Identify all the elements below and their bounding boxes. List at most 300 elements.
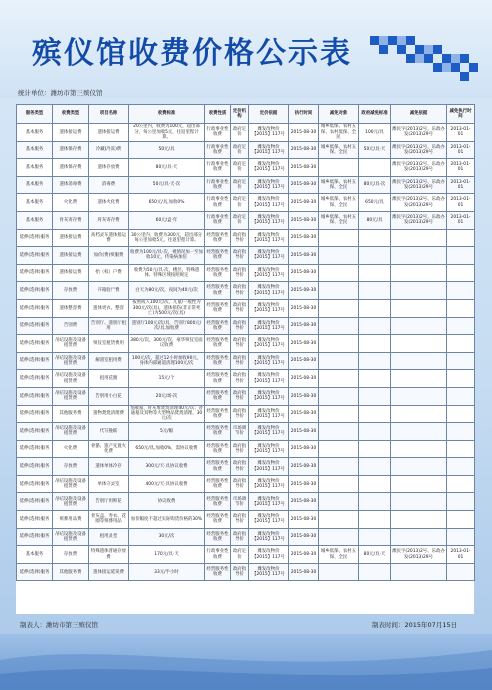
table-cell	[447, 475, 475, 493]
table-cell: 50元/具·天·次	[129, 176, 205, 194]
table-cell: 潍发改物价【2015】117号	[249, 475, 289, 493]
table-cell: 延伸(选择)服务	[17, 282, 53, 300]
table-row	[17, 458, 475, 476]
table-cell	[319, 493, 359, 511]
table-cell: 潍民字(2013)2号、乐政办发(2013)29号	[391, 159, 447, 177]
table-cell: 潍发改物价【2015】117号	[249, 299, 289, 317]
table-cell: 潍发改物价【2015】117号	[249, 194, 289, 212]
table-cell: 行政事业性收费	[205, 194, 231, 212]
table-cell: 火化费	[53, 194, 89, 212]
table-cell: 50元/具·天	[359, 141, 391, 159]
table-row	[17, 387, 475, 405]
column-header: 减免依据	[391, 105, 447, 124]
table-cell: 政府指导价	[231, 335, 249, 353]
table-cell: 遗体保存费	[53, 159, 89, 177]
table-cell	[447, 458, 475, 476]
table-cell	[447, 352, 475, 370]
table-cell: 潍发改物价【2015】117号	[249, 124, 289, 142]
table-cell: 政府定价	[231, 141, 249, 159]
table-cell: 延伸(选择)服务	[17, 475, 53, 493]
table-cell: 潍发改物价【2015】117号	[249, 141, 289, 159]
table-cell: 经营服务性收费	[205, 493, 231, 511]
table-cell: 政府定价	[231, 211, 249, 229]
table-cell: 2015-08-30	[289, 194, 319, 212]
table-cell: 潍发改物价【2015】117号	[249, 511, 289, 529]
table-cell: 潍民字(2013)2号、乐政办发(2013)29号	[391, 141, 447, 159]
table-cell: 延伸(选择)服务	[17, 317, 53, 335]
table-cell: 遗体接运费	[53, 247, 89, 265]
table-cell: 50元/具	[129, 141, 205, 159]
table-cell: 延伸(选择)服务	[17, 528, 53, 546]
table-cell: 2015-08-30	[289, 159, 319, 177]
table-cell: 骨灰寄存费	[53, 211, 89, 229]
table-cell	[319, 317, 359, 335]
table-cell: 政府指导价	[231, 475, 249, 493]
column-header: 减免执行时间	[447, 105, 475, 124]
table-row	[17, 440, 475, 458]
table-cell	[359, 475, 391, 493]
table-cell: 经营服务性收费	[205, 247, 231, 265]
table-cell: 潍发改物价【2015】117号	[249, 528, 289, 546]
table-cell	[391, 511, 447, 529]
table-cell: 经营服务性收费	[205, 440, 231, 458]
table-cell: 骨灰盒、寿衣、花圈等殡葬用品	[89, 511, 129, 529]
table-cell: 基本服务	[17, 194, 53, 212]
table-cell	[359, 282, 391, 300]
table-maker: 制表人：潍坊市第三殡仪馆	[20, 621, 98, 629]
table-cell	[447, 247, 475, 265]
table-cell	[319, 405, 359, 423]
table-cell: 经营服务性收费	[205, 370, 231, 388]
table-cell: 经营服务性收费	[205, 528, 231, 546]
table-cell: 吊唁设施及设备租赁费	[53, 493, 89, 511]
table-cell: 基本服务	[17, 176, 53, 194]
table-cell	[359, 264, 391, 282]
table-cell: 650元/具	[359, 194, 391, 212]
table-cell: 延伸(选择)服务	[17, 247, 53, 265]
table-cell: 基本服务	[17, 211, 53, 229]
column-header: 定价依据	[249, 105, 289, 124]
table-cell: 经营服务性收费	[205, 229, 231, 247]
table-row	[17, 352, 475, 370]
table-cell: 2013-01-01	[447, 124, 475, 142]
table-cell	[447, 264, 475, 282]
table-cell: 经营服务性收费	[205, 317, 231, 335]
table-cell	[391, 563, 447, 581]
table-cell: 80元/具·天	[129, 159, 205, 177]
table-cell: 潍民字(2013)2号、乐政办发(2013)29号	[391, 546, 447, 564]
table-cell: 吊唁设施及设备租赁费	[53, 475, 89, 493]
table-cell: 170元/具·天	[129, 546, 205, 564]
table-cell: 遗体单体冷存	[89, 458, 129, 476]
table-cell	[359, 511, 391, 529]
table-cell	[447, 405, 475, 423]
table-cell: 政府指导价	[231, 282, 249, 300]
table-cell	[391, 458, 447, 476]
table-cell: 潍发改物价【2015】117号	[249, 247, 289, 265]
table-cell: 延伸(选择)服务	[17, 511, 53, 529]
table-row	[17, 264, 475, 282]
table-cell: 经营服务性收费	[205, 458, 231, 476]
column-header: 政府减免标准	[359, 105, 391, 124]
table-cell: 解剖室租用费	[89, 352, 129, 370]
table-cell: 骨骼、遗产先置火化费	[89, 440, 129, 458]
table-cell	[391, 299, 447, 317]
table-cell	[447, 563, 475, 581]
table-cell: 基本服务	[17, 124, 53, 142]
table-cell: 100元/具	[359, 124, 391, 142]
column-header: 减免对象	[319, 105, 359, 124]
table-cell	[447, 229, 475, 247]
table-cell	[391, 247, 447, 265]
column-header: 项目名称	[89, 105, 129, 124]
table-cell: 400元/天·具协议收费	[129, 475, 205, 493]
table-cell: 5元/幅	[129, 423, 205, 441]
table-cell: 潍发改物价【2015】117号	[249, 405, 289, 423]
table-cell: 加价(费)殡服费	[89, 247, 129, 265]
table-cell	[447, 528, 475, 546]
table-cell	[319, 528, 359, 546]
table-cell: 2013-01-01	[447, 194, 475, 212]
table-cell: 60元/盒·年	[129, 211, 205, 229]
table-cell: 2015-08-30	[289, 511, 319, 529]
table-cell: 2015-08-30	[289, 176, 319, 194]
table-cell: 2013-01-01	[447, 141, 475, 159]
table-cell: 30元/次	[129, 528, 205, 546]
table-cell	[359, 299, 391, 317]
table-cell: 抬（权）户费	[89, 264, 129, 282]
table-cell: 政府指导价	[231, 247, 249, 265]
table-cell: 2015-08-30	[289, 247, 319, 265]
table-cell: 延伸(选择)服务	[17, 387, 53, 405]
table-cell: 政府指导价	[231, 563, 249, 581]
table-cell	[359, 440, 391, 458]
table-cell: 行政事业性收费	[205, 159, 231, 177]
table-cell: 潍发改物价【2015】117号	[249, 264, 289, 282]
table-row	[17, 124, 475, 142]
table-row	[17, 176, 475, 194]
table-cell: 经营服务性收费	[205, 264, 231, 282]
column-header: 收费类型	[53, 105, 89, 124]
table-cell: 行政事业性收费	[205, 124, 231, 142]
table-cell	[359, 370, 391, 388]
table-cell: 2015-08-30	[289, 493, 319, 511]
table-cell	[447, 511, 475, 529]
table-cell: 遗体保存费	[53, 141, 89, 159]
table-cell: 告别费	[53, 317, 89, 335]
table-date: 制表时间：2015年07月15日	[372, 621, 458, 629]
table-cell: 潍发改物价【2015】117号	[249, 423, 289, 441]
price-table	[16, 104, 475, 581]
table-cell: 遗体接运费	[89, 124, 129, 142]
table-cell: 经营服务性收费	[205, 387, 231, 405]
table-cell	[359, 352, 391, 370]
table-cell: 80元/具	[359, 211, 391, 229]
table-cell: 收费为50元/具·次，楼层、特殊遗体、特殊区域按照规定	[129, 264, 205, 282]
table-cell: 政府定价	[231, 194, 249, 212]
table-row	[17, 159, 475, 177]
table-cell: 650元/具,加收0%	[129, 194, 205, 212]
table-cell: 2015-08-30	[289, 317, 319, 335]
table-cell: 殡仪室租赁费用	[89, 335, 129, 353]
checker-decoration	[370, 30, 480, 85]
table-cell	[391, 264, 447, 282]
table-cell	[391, 282, 447, 300]
table-cell	[391, 493, 447, 511]
table-header-row	[17, 105, 475, 124]
table-row	[17, 299, 475, 317]
table-cell: 吊唁设施及设备租赁费	[53, 335, 89, 353]
table-row	[17, 211, 475, 229]
table-row	[17, 282, 475, 300]
table-cell: 潍发改物价【2015】117号	[249, 335, 289, 353]
table-cell: 潍发改物价【2015】117号	[249, 317, 289, 335]
table-row	[17, 141, 475, 159]
table-cell: 延伸(选择)服务	[17, 299, 53, 317]
table-row	[17, 546, 475, 564]
table-cell	[319, 370, 359, 388]
table-cell: 政府指导价	[231, 387, 249, 405]
table-cell: 2015-08-30	[289, 546, 319, 564]
table-cell: 收费为100元/具·次，视情况加一至加收10元，传染病加倍	[129, 247, 205, 265]
table-cell: 告别厅、遗别厅租用	[89, 317, 129, 335]
table-cell: 经营服务性收费	[205, 282, 231, 300]
table-cell: 延伸(选择)服务	[17, 563, 53, 581]
table-cell: 政府指导价	[231, 440, 249, 458]
table-cell: 加价幅度不超过实际购货价格的30%	[129, 511, 205, 529]
table-cell: 遗体消毒费	[53, 176, 89, 194]
table-cell: 2015-08-30	[289, 141, 319, 159]
table-row	[17, 317, 475, 335]
table-cell	[391, 440, 447, 458]
table-cell: 遗体存放费	[89, 159, 129, 177]
table-cell: 2015-08-30	[289, 475, 319, 493]
table-cell: 其他服务费	[53, 563, 89, 581]
table-cell: 代写挽联	[89, 423, 129, 441]
table-cell: 2015-08-30	[289, 563, 319, 581]
table-cell: 2013-01-01	[447, 546, 475, 564]
table-cell: 火化费	[53, 440, 89, 458]
table-cell	[359, 387, 391, 405]
column-header: 定价机构	[231, 105, 249, 124]
table-row	[17, 247, 475, 265]
table-cell: 政府定价	[231, 176, 249, 194]
table-cell: 2015-08-30	[289, 299, 319, 317]
table-cell: 2013-01-01	[447, 211, 475, 229]
table-cell: 延伸(选择)服务	[17, 352, 53, 370]
table-cell: 市场调节价	[231, 493, 249, 511]
table-cell	[359, 335, 391, 353]
table-cell: 经营服务性收费	[205, 511, 231, 529]
table-cell	[391, 229, 447, 247]
table-cell: 基本服务	[17, 141, 53, 159]
table-cell: 延伸(选择)服务	[17, 370, 53, 388]
table-cell	[447, 440, 475, 458]
table-cell: 延伸(选择)服务	[17, 423, 53, 441]
table-cell: 延伸(选择)服务	[17, 405, 53, 423]
table-cell: 100元/次，超过12小时加收90元，身体内部通道清理100元/次	[129, 352, 205, 370]
table-cell	[447, 335, 475, 353]
table-cell: 政府定价	[231, 124, 249, 142]
table-cell: 潍发改物价【2015】117号	[249, 159, 289, 177]
table-cell: 经营服务性收费	[205, 352, 231, 370]
table-cell: 按照成人100元/次、儿童/一般性为300元/次(具)，遗体损伤(非正常死亡)为500元/次(具)	[129, 299, 205, 317]
table-cell	[391, 335, 447, 353]
table-cell: 经营服务性收费	[205, 423, 231, 441]
table-cell: 协议收费	[129, 493, 205, 511]
table-cell: 潍发改物价【2015】117号	[249, 563, 289, 581]
table-cell: 政府指导价	[231, 458, 249, 476]
table-cell	[319, 282, 359, 300]
table-cell	[391, 370, 447, 388]
table-cell: 潍发改物价【2015】117号	[249, 229, 289, 247]
table-cell: 吊唁设施及设备租赁费	[53, 528, 89, 546]
table-cell: 潍发改物价【2015】117号	[249, 493, 289, 511]
table-cell: 潍民字(2013)2号、乐政办发(2013)29号	[391, 124, 447, 142]
table-cell: 经营服务性收费	[205, 563, 231, 581]
table-cell: 经营服务性收费	[205, 299, 231, 317]
table-row	[17, 229, 475, 247]
table-cell: 2015-08-30	[289, 264, 319, 282]
table-cell: 城乡低保、农村五保、农村低保、全民	[319, 124, 359, 142]
table-cell: 城乡低保、农村五保、全民	[319, 546, 359, 564]
table-cell: 延伸(选择)服务	[17, 264, 53, 282]
table-cell	[319, 335, 359, 353]
table-cell	[319, 159, 359, 177]
table-cell: 延伸(选择)服务	[17, 229, 53, 247]
table-cell: 2013-01-01	[447, 176, 475, 194]
table-cell: 潍发改物价【2015】117号	[249, 352, 289, 370]
table-cell: 消毒费	[89, 176, 129, 194]
table-cell	[447, 493, 475, 511]
table-cell: 遗体更衣、整容	[89, 299, 129, 317]
table-cell: 2015-08-30	[289, 124, 319, 142]
table-cell: 2015-08-30	[289, 282, 319, 300]
table-cell: 潍发改物价【2015】117号	[249, 387, 289, 405]
table-cell: 经营服务性收费	[205, 335, 231, 353]
table-cell	[391, 387, 447, 405]
table-cell: 单体守灵室	[89, 475, 129, 493]
table-row	[17, 475, 475, 493]
table-cell: 延伸(选择)服务	[17, 458, 53, 476]
table-cell: 告别用小白花	[89, 387, 129, 405]
table-cell: 2015-08-30	[289, 387, 319, 405]
table-cell: 2015-08-30	[289, 352, 319, 370]
table-cell: 告别厅用鲜花	[89, 493, 129, 511]
table-cell: 其他服务费	[53, 405, 89, 423]
table-cell	[319, 229, 359, 247]
table-cell: 吊唁设施及设备租赁费	[53, 370, 89, 388]
table-cell: 2015-08-30	[289, 335, 319, 353]
table-cell: 经营服务性收费	[205, 475, 231, 493]
table-cell: 政府指导价	[231, 370, 249, 388]
table-cell: 延伸(选择)服务	[17, 335, 53, 353]
table-cell: 遗体接运费	[53, 229, 89, 247]
table-cell: 遗体火化费	[89, 194, 129, 212]
table-cell: 650元/具,加收0%，需协议收费	[129, 440, 205, 458]
table-cell: 政府指导价	[231, 511, 249, 529]
table-cell: 潍发改物价【2015】117号	[249, 370, 289, 388]
table-cell: 延伸(选择)服务	[17, 440, 53, 458]
statistic-unit: 统计单位：潍坊市第三殡仪馆	[18, 89, 103, 97]
table-cell: 遗物焚烧清理费	[89, 405, 129, 423]
table-cell	[391, 405, 447, 423]
table-cell: 2015-08-30	[289, 528, 319, 546]
table-cell	[319, 352, 359, 370]
table-cell: 遗别厅100元/次/具，告别厅800元/次/具,加收费	[129, 317, 205, 335]
table-cell: 2015-08-30	[289, 229, 319, 247]
table-cell: 骨灰寄存费	[89, 211, 129, 229]
table-cell: 政府指导价	[231, 299, 249, 317]
table-cell: 2015-08-30	[289, 405, 319, 423]
table-cell	[319, 458, 359, 476]
table-cell: 15元/个	[129, 370, 205, 388]
table-cell	[359, 247, 391, 265]
table-cell: 租用灵堂	[89, 528, 129, 546]
table-cell: 潍发改物价【2015】117号	[249, 176, 289, 194]
table-cell: 380元/次，300元/次，豪华殡仪室面议收费	[129, 335, 205, 353]
table-cell: 2015-08-30	[289, 458, 319, 476]
table-cell	[359, 317, 391, 335]
table-cell: 潍发改物价【2015】117号	[249, 440, 289, 458]
table-cell: 吊唁设施及设备租赁费	[53, 352, 89, 370]
table-row	[17, 493, 475, 511]
table-cell: 吊唁设施及设备租赁费	[53, 387, 89, 405]
table-cell	[319, 247, 359, 265]
table-cell: 行政事业性收费	[205, 141, 231, 159]
table-cell: 延伸(选择)服务	[17, 493, 53, 511]
table-cell: 遗体接运费	[53, 124, 89, 142]
table-cell: 遗体接运费	[53, 264, 89, 282]
table-cell: 租用花圈	[89, 370, 129, 388]
table-cell: 政府指导价	[231, 405, 249, 423]
table-cell: 遗体接运延误费	[89, 563, 129, 581]
table-cell	[319, 475, 359, 493]
table-row	[17, 370, 475, 388]
table-row	[17, 511, 475, 529]
table-cell: 33元/半小时	[129, 563, 205, 581]
table-cell: 潍发改物价【2015】117号	[249, 458, 289, 476]
table-cell: 30公里内，收费为300元，超出部分每公里加收5元，往返里程计算。	[129, 229, 205, 247]
column-header: 收费性质	[205, 105, 231, 124]
table-cell: 冷藏(冷冻)费	[89, 141, 129, 159]
table-cell	[359, 423, 391, 441]
table-cell: 基本服务	[17, 546, 53, 564]
table-cell: 2015-08-30	[289, 370, 319, 388]
table-cell: 潍民字(2013)2号、乐政办发(2013)29号	[391, 194, 447, 212]
table-cell	[447, 370, 475, 388]
table-cell: 80元/具·次	[359, 176, 391, 194]
table-cell	[319, 511, 359, 529]
table-cell	[359, 159, 391, 177]
table-cell	[319, 440, 359, 458]
table-row	[17, 563, 475, 581]
table-cell	[391, 423, 447, 441]
column-header: 执行时间	[289, 105, 319, 124]
table-cell: 2015-08-30	[289, 423, 319, 441]
table-cell	[319, 299, 359, 317]
table-cell: 政府指导价	[231, 352, 249, 370]
table-cell	[319, 387, 359, 405]
table-cell	[319, 423, 359, 441]
table-cell: 政府指导价	[231, 528, 249, 546]
table-cell: 殡葬用品费	[53, 511, 89, 529]
table-cell: 高档灵车遗体接运费	[89, 229, 129, 247]
table-row	[17, 335, 475, 353]
table-cell: 市场调节价	[231, 423, 249, 441]
table-cell	[319, 563, 359, 581]
table-cell: 潍发改物价【2015】117号	[249, 211, 289, 229]
